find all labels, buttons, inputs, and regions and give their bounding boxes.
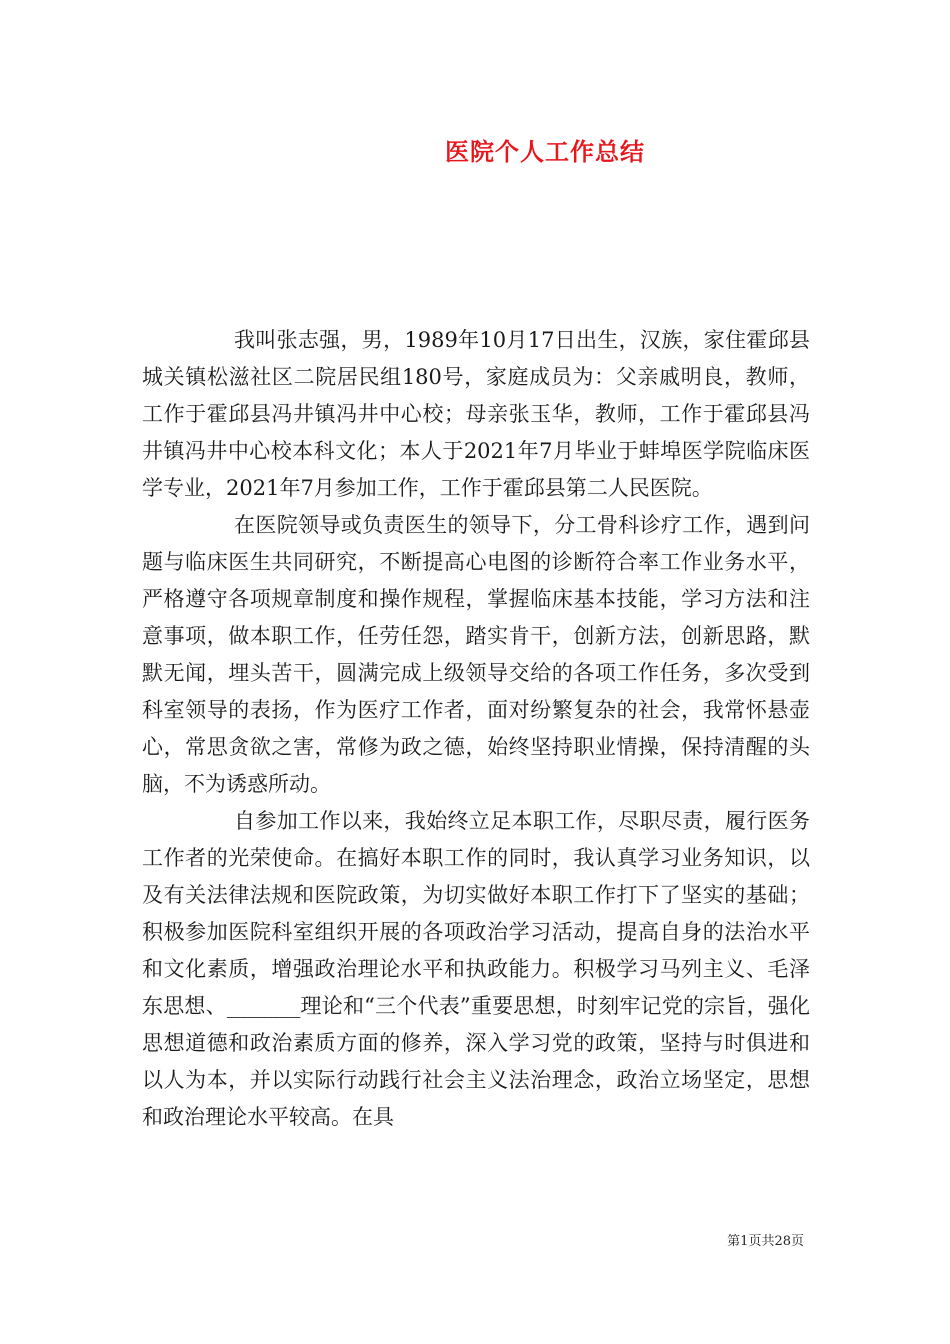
paragraph-study-and-politics: 自参加工作以来，我始终立足本职工作，尽职尽责，履行医务工作者的光荣使命。在搞好本职工作的同时，我认真学习业务知识，以及有关法律法规和医院政策，为切实做好本职工作打下了坚实的基础；积极参加医院科室组织开展的各项政治学习活动，提高自身的法治水平和文化素质，增强政治理论水平和执政能力。积极学习马列主义、毛泽东思想、_______理论和“三个代表”重要思想，时刻牢记党的宗旨，强化思想道德和政治素质方面的修养，深入学习党的政策，坚持与时俱进和以人为本，并以实际行动践行社会主义法治理念，政治立场坚定，思想和政治理论水平较高。在具	[142, 809, 810, 1129]
document-title: 医院个人工作总结	[445, 138, 645, 166]
page-number-footer: 第1页共28页	[727, 1234, 804, 1249]
paragraph-work-duties: 在医院领导或负责医生的领导下，分工骨科诊疗工作，遇到问题与临床医生共同研究，不断提高心电图的诊断符合率工作业务水平，严格遵守各项规章制度和操作规程，掌握临床基本技能，学习方法和注意事项，做本职工作，任劳任怨，踏实肯干，创新方法，创新思路，默默无闻，埋头苦干，圆满完成上级领导交给的各项工作任务，多次受到科室领导的表扬，作为医疗工作者，面对纷繁复杂的社会，我常怀悬壶心，常思贪欲之害，常修为政之德，始终坚持职业情操，保持清醒的头脑，不为诱惑所动。	[142, 513, 810, 796]
document-body	[142, 322, 810, 1136]
paragraph-personal-info: 我叫张志强，男，1989年10月17日出生，汉族，家住霍邱县城关镇松滋社区二院居民组180号，家庭成员为：父亲戚明良，教师，工作于霍邱县冯井镇冯井中心校；母亲张玉华，教师，工作于霍邱县冯井镇冯井中心校本科文化；本人于2021年7月毕业于蚌埠医学院临床医学专业，2021年7月参加工作，工作于霍邱县第二人民医院。	[142, 328, 810, 500]
